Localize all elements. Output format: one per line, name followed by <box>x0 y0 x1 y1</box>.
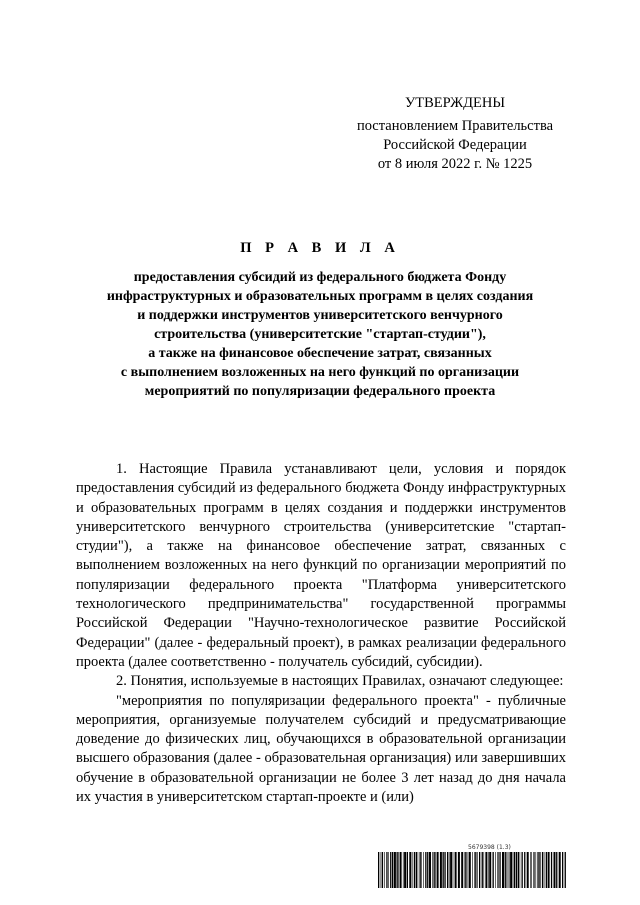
barcode-number: 5679398 (1.3) <box>468 844 511 851</box>
document-subtitle <box>60 268 580 401</box>
subtitle-line: а также на финансовое обеспечение затрат, связанных <box>148 346 492 361</box>
subtitle-line: строительства (университетские "стартап-студии"), <box>154 327 486 342</box>
subtitle-line: инфраструктурных и образовательных программ в целях создания <box>106 289 534 304</box>
subtitle-line: мероприятий по популяризации федерального проекта <box>144 384 496 399</box>
paragraph-1: 1. Настоящие Правила устанавливают цели, условия и порядок предоставления субсидий из федерального бюджета Фонду инфраструктурных и образовательных программ в целях создания и поддержки инструментов университетского венчурного строительства (университетские "стартап-студии"), а также на финансовое обеспечение затрат, связанных с выполнением возложенных на него функций по организации мероприятий по популяризации федерального проекта "Платформа университетского технологического предпринимательства" государственной программы Российской Федерации "Научно-технологическое развитие Российской Федерации" (далее - федеральный проект), в рамках реализации федерального проекта (далее соответственно - получатель субсидий, субсидии). <box>76 461 566 670</box>
approved-label: УТВЕРЖДЕНЫ <box>404 95 506 111</box>
document-title: П Р А В И Л А <box>240 240 400 256</box>
barcode-image <box>378 852 566 888</box>
subtitle-line: и поддержки инструментов университетского венчурного <box>137 308 503 323</box>
paragraph-2: 2. Понятия, используемые в настоящих Правилах, означают следующее: <box>116 673 564 690</box>
approval-line-2: Российской Федерации <box>383 137 527 153</box>
document-body <box>76 460 566 807</box>
approval-block <box>340 94 570 174</box>
subtitle-line: с выполнением возложенных на него функций по организации <box>120 365 520 380</box>
approval-line-3: от 8 июля 2022 г. № 1225 <box>377 156 533 172</box>
paragraph-3: "мероприятия по популяризации федерального проекта" - публичные мероприятия, организуемые получателем субсидий и предусматривающие доведение до физических лиц, обучающихся в образовательной организации высшего образования (далее - образовательная организация) или завершивших обучение в образовательной организации не более 3 лет назад до дня начала их участия в университетском стартап-проекте и (или) <box>76 692 566 806</box>
subtitle-line: предоставления субсидий из федерального бюджета Фонду <box>133 270 507 285</box>
approval-line-1: постановлением Правительства <box>356 118 554 134</box>
